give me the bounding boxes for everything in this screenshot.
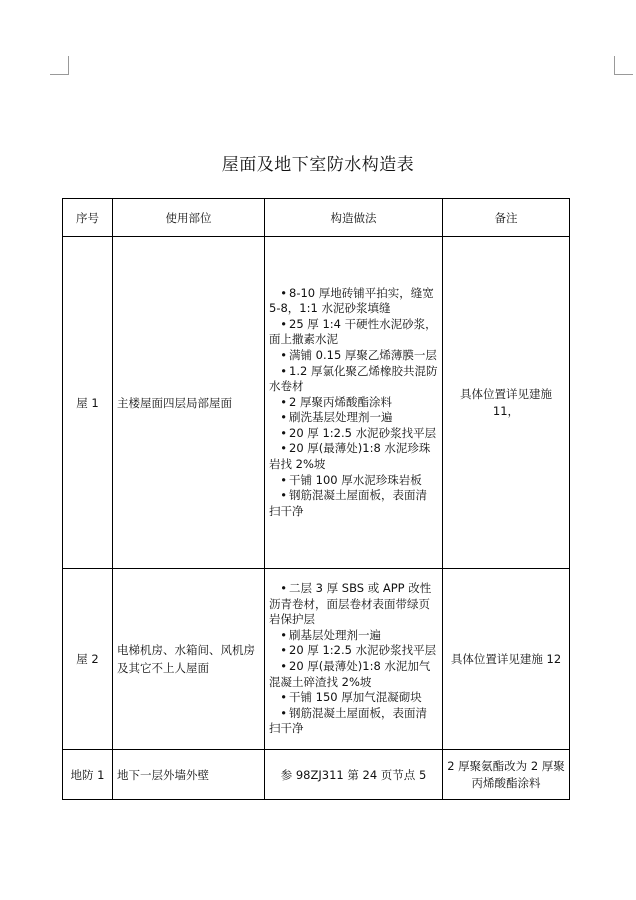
page-corner-mark-top-left: [50, 56, 69, 75]
list-item: • 刷基层处理剂一遍: [280, 627, 381, 642]
list-item: • 二层 3 厚 SBS 或 APP 改性沥青卷材，面层卷材表面带绿页岩保护层: [269, 581, 432, 627]
list-item: • 20 厚 1:2.5 水泥砂浆找平层: [280, 425, 437, 440]
method-list: [269, 581, 438, 737]
list-item: • 20 厚(最薄处)1:8 水泥珍珠岩找 2%坡: [269, 441, 431, 472]
table-row: [63, 237, 570, 569]
list-item: • 20 厚(最薄处)1:8 水泥加气混凝土碎渣找 2%坡: [269, 659, 431, 689]
cell-location: 电梯机房、水箱间、风机房及其它不上人屋面: [113, 569, 265, 750]
cell-note: 2 厚聚氨酯改为 2 厚聚丙烯酸酯涂料: [443, 750, 570, 800]
cell-seq: 屋 1: [63, 237, 113, 569]
document-title: 屋面及地下室防水构造表: [221, 155, 415, 175]
list-item: • 2 厚聚丙烯酸酯涂料: [280, 394, 392, 409]
header-location: 使用部位: [113, 199, 265, 237]
list-item: • 刷洗基层处理剂一遍: [280, 410, 393, 425]
cell-note: 具体位置详见建施 11，: [443, 237, 570, 569]
list-item: • 干铺 100 厚水泥珍珠岩板: [280, 472, 422, 487]
cell-location: 地下一层外墙外壁: [113, 750, 265, 800]
list-item: • 1.2 厚氯化聚乙烯橡胶共混防水卷材: [269, 363, 438, 394]
list-item: • 25 厚 1:4 干硬性水泥砂浆，面上撒素水泥: [269, 316, 437, 347]
list-item: • 20 厚 1:2.5 水泥砂浆找平层: [280, 643, 437, 658]
table-row: [63, 569, 570, 750]
list-item: • 满铺 0.15 厚聚乙烯薄膜一层: [280, 347, 437, 362]
cell-seq: 地防 1: [63, 750, 113, 800]
header-note: 备注: [443, 199, 570, 237]
table-header-row: [63, 199, 570, 237]
table-row: [63, 750, 570, 800]
list-item: • 8-10 厚地砖铺平拍实，缝宽 5-8，1:1 水泥砂浆填缝: [269, 285, 434, 316]
cell-method: 参 98ZJ311 第 24 页节点 5: [265, 750, 443, 800]
cell-method: [265, 569, 443, 750]
cell-note: 具体位置详见建施 12: [443, 569, 570, 750]
cell-method: [265, 237, 443, 569]
waterproofing-table: [62, 198, 570, 800]
header-seq: 序号: [63, 199, 113, 237]
list-item: • 干铺 150 厚加气混凝砌块: [280, 690, 422, 705]
list-item: • 钢筋混凝土屋面板，表面清扫干净: [269, 488, 427, 518]
method-list: [269, 286, 438, 520]
cell-location: 主楼屋面四层局部屋面: [113, 237, 265, 569]
page-corner-mark-top-right: [614, 56, 633, 75]
header-method: 构造做法: [265, 199, 443, 237]
cell-seq: 屋 2: [63, 569, 113, 750]
list-item: • 钢筋混凝土屋面板，表面清扫干净: [269, 705, 427, 736]
